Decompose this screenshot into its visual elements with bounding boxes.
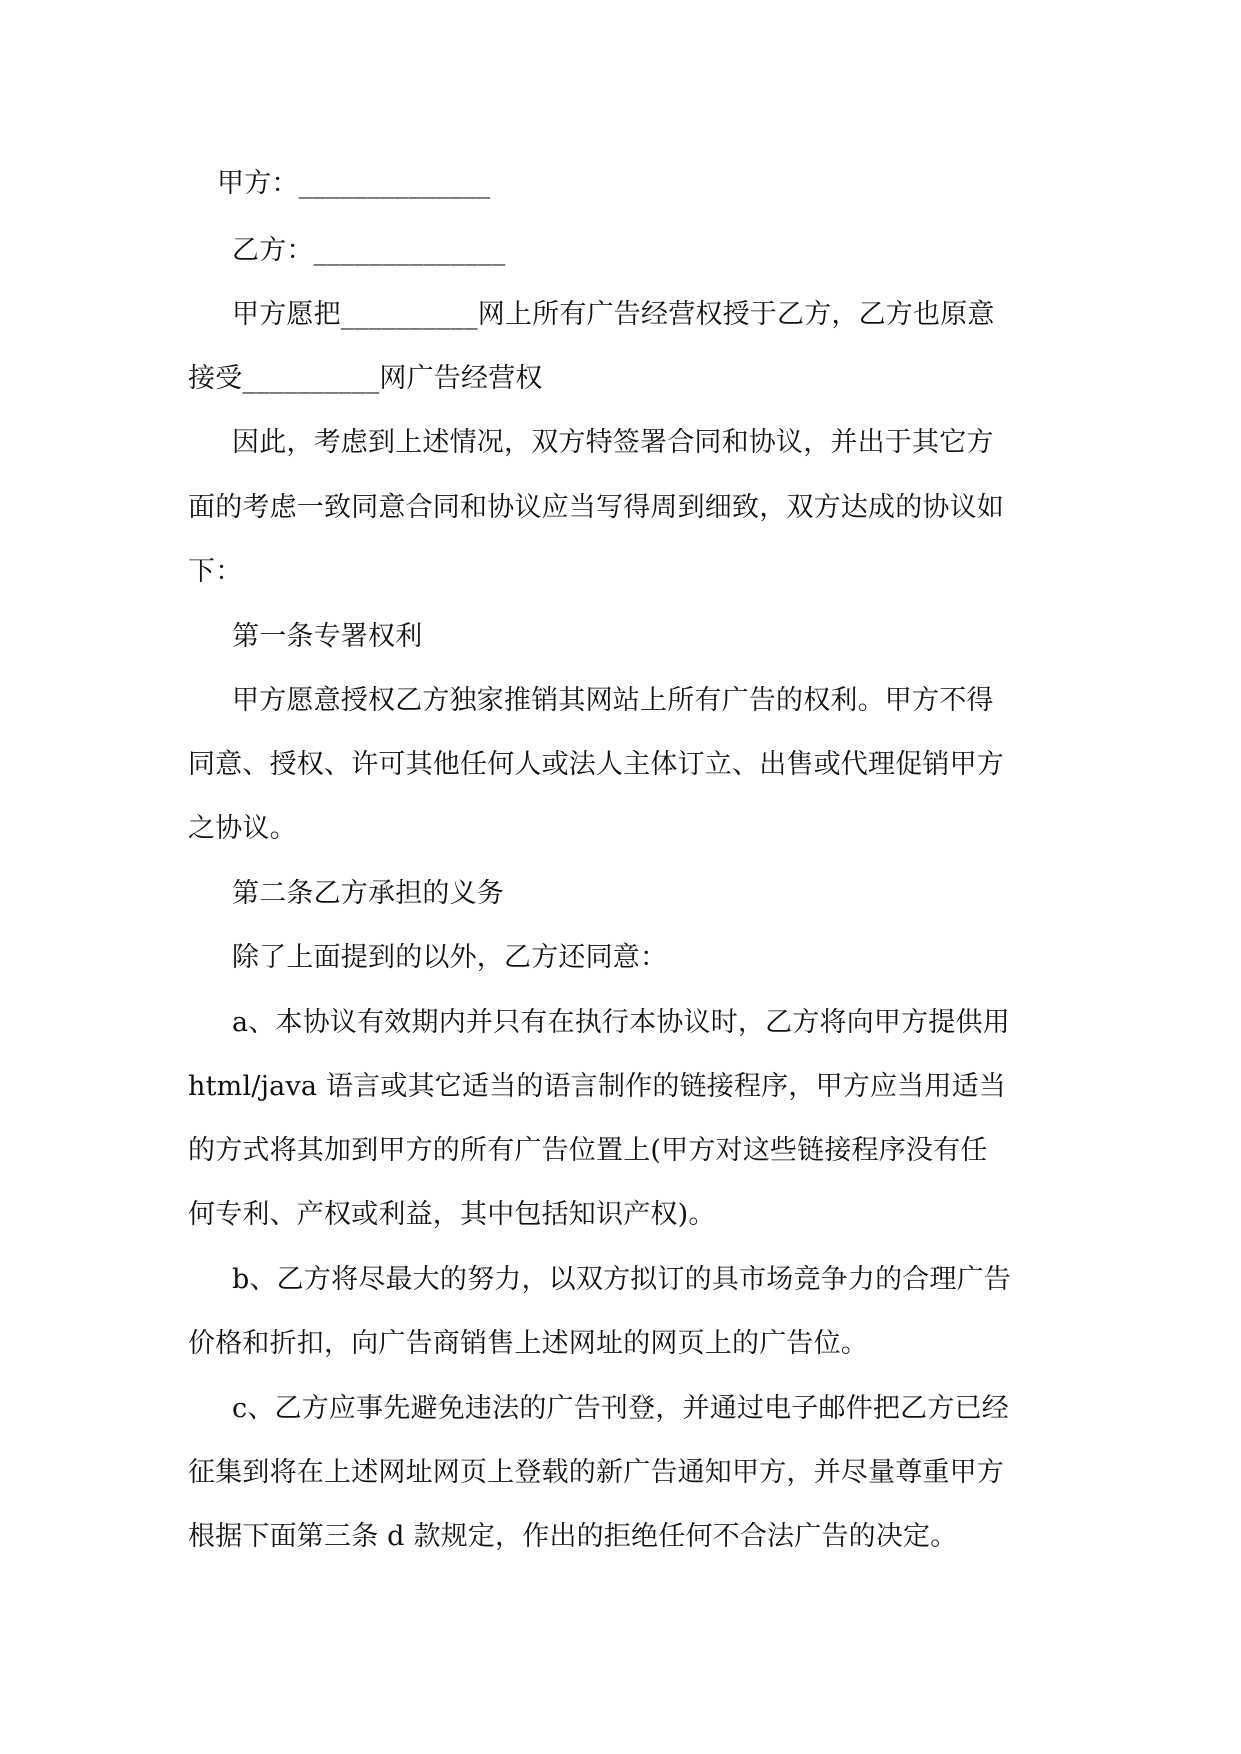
clause-c-line-2: 征集到将在上述网址网页上登载的新广告通知甲方，并尽量尊重甲方 xyxy=(188,1457,1004,1488)
article-1-paragraph-line-1: 甲方愿意授权乙方独家推销其网站上所有广告的权利。甲方不得 xyxy=(232,685,994,716)
paragraph-intro-1-line-2: 接受__________网广告经营权 xyxy=(188,363,543,394)
article-2-heading: 第二条乙方承担的义务 xyxy=(232,878,504,909)
paragraph-intro-2-line-2: 面的考虑一致同意合同和协议应当写得周到细致，双方达成的协议如 xyxy=(188,492,1004,523)
clause-c-line-1: c、乙方应事先避免违法的广告刊登，并通过电子邮件把乙方已经 xyxy=(232,1393,1009,1424)
clause-b-line-1: b、乙方将尽最大的努力，以双方拟订的具市场竞争力的合理广告 xyxy=(232,1264,1012,1295)
article-1-paragraph-line-2: 同意、授权、许可其他任何人或法人主体订立、出售或代理促销甲方 xyxy=(188,749,1004,780)
clause-a-line-3: 的方式将其加到甲方的所有广告位置上(甲方对这些链接程序没有任 xyxy=(188,1135,988,1166)
clause-b-line-2: 价格和折扣，向广告商销售上述网址的网页上的广告位。 xyxy=(188,1328,868,1359)
clause-a-line-2: html/java 语言或其它适当的语言制作的链接程序，甲方应当用适当 xyxy=(188,1071,1006,1102)
clause-a-line-1: a、本协议有效期内并只有在执行本协议时，乙方将向甲方提供用 xyxy=(232,1007,1010,1038)
article-1-heading: 第一条专署权利 xyxy=(232,621,423,652)
paragraph-intro-2-line-3: 下： xyxy=(188,556,243,587)
paragraph-intro-1-line-1: 甲方愿把__________网上所有广告经营权授于乙方，乙方也原意 xyxy=(232,299,995,330)
article-2-intro: 除了上面提到的以外，乙方还同意： xyxy=(232,942,668,973)
paragraph-intro-2-line-1: 因此，考虑到上述情况，双方特签署合同和协议，并出于其它方 xyxy=(232,427,994,458)
clause-a-line-4: 何专利、产权或利益，其中包括知识产权)。 xyxy=(188,1199,716,1230)
article-1-paragraph-line-3: 之协议。 xyxy=(188,813,297,844)
party-a-line: 甲方：______________ xyxy=(217,168,491,199)
clause-c-line-3: 根据下面第三条 d 款规定，作出的拒绝任何不合法广告的决定。 xyxy=(188,1521,958,1552)
party-b-line: 乙方：______________ xyxy=(232,235,506,266)
